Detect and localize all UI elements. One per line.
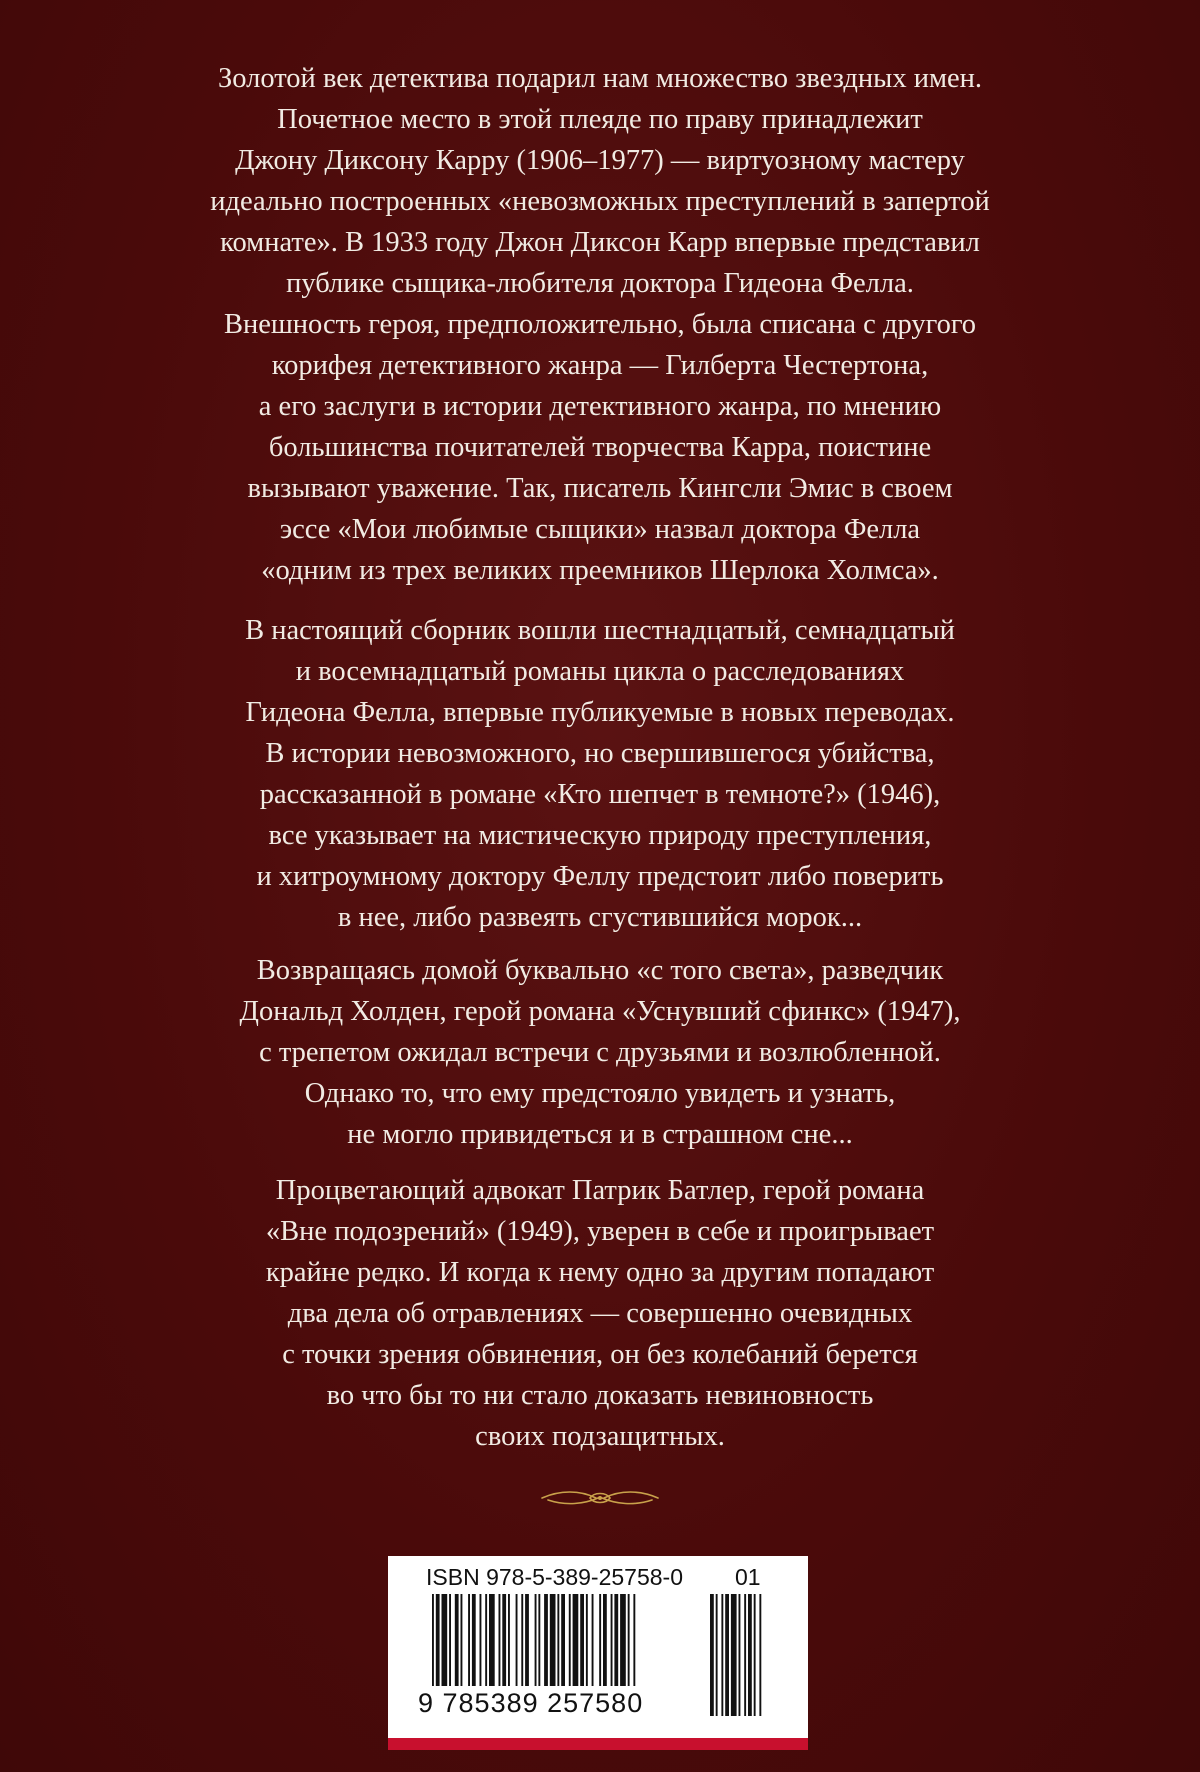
- barcode-bar: [432, 1594, 434, 1686]
- barcode-bar: [499, 1594, 501, 1686]
- barcode-bar: [502, 1594, 506, 1686]
- text-line: Золотой век детектива подарил нам множество звездных имен.: [217, 63, 983, 94]
- barcode-bar: [550, 1594, 556, 1686]
- barcode-bar: [628, 1594, 630, 1686]
- barcode-addon-bar: [739, 1594, 741, 1716]
- text-line: В настоящий сборник вошли шестнадцатый, семнадцатый: [245, 615, 955, 646]
- red-strip: [388, 1738, 808, 1750]
- barcode-bar: [516, 1594, 518, 1686]
- text-line: эссе «Мои любимые сыщики» назвал доктора Фелла: [279, 514, 921, 545]
- flourish-ornament-icon: [540, 1486, 660, 1510]
- barcode-bar: [538, 1594, 540, 1686]
- text-line: и хитроумному доктору Феллу предстоит либо поверить: [256, 861, 944, 892]
- barcode-addon-bar: [725, 1594, 729, 1716]
- text-line: «Вне подозрений» (1949), уверен в себе и проигрывает: [265, 1216, 935, 1247]
- barcode-bar: [472, 1594, 476, 1686]
- text-line: своих подзащитных.: [475, 1421, 725, 1452]
- text-line: крайне редко. И когда к нему одно за другим попадают: [265, 1257, 935, 1288]
- barcode-bar: [569, 1594, 571, 1686]
- barcode-addon-bar: [710, 1594, 714, 1716]
- text-line: публике сыщика-любителя доктора Гидеона Фелла.: [286, 268, 914, 299]
- text-line: во что бы то ни стало доказать невиновность: [326, 1380, 874, 1411]
- text-line: комнате». В 1933 году Джон Диксон Карр впервые представил: [220, 227, 980, 258]
- barcode-addon-bar: [748, 1594, 752, 1716]
- text-line: а его заслуги в истории детективного жанра, по мнению: [258, 391, 942, 422]
- barcode-bar: [468, 1594, 470, 1686]
- text-line: Внешность героя, предположительно, была списана с другого: [223, 309, 977, 340]
- annotation-paragraph-1: [90, 58, 1110, 591]
- isbn-barcode: [388, 1556, 808, 1738]
- annotation-paragraph-3: [90, 950, 1110, 1155]
- text-line: с трепетом ожидал встречи с друзьями и возлюбленной.: [259, 1037, 941, 1068]
- barcode-bar: [580, 1594, 584, 1686]
- text-line: все указывает на мистическую природу преступления,: [268, 820, 932, 851]
- text-line: рассказанной в романе «Кто шепчет в темноте?» (1946),: [259, 779, 941, 810]
- barcode-bar: [557, 1594, 559, 1686]
- text-line: большинства почитателей творчества Карра, поистине: [268, 432, 932, 463]
- barcode-bar: [614, 1594, 618, 1686]
- text-line: В истории невозможного, но свершившегося убийства,: [265, 738, 935, 769]
- barcode-addon-label: 01: [735, 1564, 761, 1590]
- text-line: Почетное место в этой плеяде по праву принадлежит: [277, 104, 923, 135]
- text-line: с точки зрения обвинения, он без колебаний берется: [282, 1339, 918, 1370]
- barcode-bar: [561, 1594, 565, 1686]
- barcode-bar: [449, 1594, 451, 1686]
- text-line: «одним из трех великих преемников Шерлока Холмса».: [261, 555, 939, 586]
- barcode-bar: [633, 1594, 635, 1686]
- barcode-addon-bar: [744, 1594, 746, 1716]
- barcode-bar: [525, 1594, 529, 1686]
- text-line: корифея детективного жанра — Гилберта Честертона,: [271, 350, 929, 381]
- barcode-bar: [485, 1594, 487, 1686]
- barcode-bar: [544, 1594, 548, 1686]
- barcode-bar: [455, 1594, 459, 1686]
- text-line: Джону Диксону Карру (1906–1977) — виртуозному мастеру: [235, 145, 965, 176]
- barcode-bar: [592, 1594, 594, 1686]
- barcode-addon-bar: [716, 1594, 718, 1716]
- barcode-digits: 9 785389 257580: [418, 1688, 644, 1718]
- text-line: и восемнадцатый романы цикла о расследованиях: [295, 656, 905, 687]
- barcode-bar: [521, 1594, 523, 1686]
- barcode-bar: [603, 1594, 607, 1686]
- text-line: в нее, либо развеять сгустившийся морок...: [337, 902, 863, 933]
- text-line: Однако то, что ему предстояло увидеть и узнать,: [304, 1078, 896, 1109]
- barcode-bar: [489, 1594, 495, 1686]
- text-line: вызывают уважение. Так, писатель Кингсли Эмис в своем: [247, 473, 953, 504]
- barcode-bar: [461, 1594, 463, 1686]
- barcode-bar: [480, 1594, 482, 1686]
- barcode-bar: [586, 1594, 588, 1686]
- text-line: идеально построенных «невозможных преступлений в запертой: [210, 186, 990, 217]
- barcode-bar: [535, 1594, 537, 1686]
- text-line: Процветающий адвокат Патрик Батлер, герой романа: [275, 1175, 925, 1206]
- text-line: Гидеона Фелла, впервые публикуемые в новых переводах.: [245, 697, 955, 728]
- barcode-addon-bar: [759, 1594, 761, 1716]
- annotation-paragraph-4: [90, 1170, 1110, 1457]
- barcode-bar: [599, 1594, 601, 1686]
- barcode-bar: [442, 1594, 448, 1686]
- text-line: Дональд Холден, герой романа «Уснувший сфинкс» (1947),: [239, 996, 961, 1027]
- barcode-addon-bar: [731, 1594, 737, 1716]
- barcode-addon-bar: [754, 1594, 756, 1716]
- barcode-addon-bar: [721, 1594, 723, 1716]
- text-line: не могло привидеться и в страшном сне...: [347, 1119, 853, 1150]
- barcode-bar: [620, 1594, 626, 1686]
- annotation-paragraph-2: [90, 610, 1110, 938]
- barcode-bar: [611, 1594, 613, 1686]
- text-line: два дела об отравлениях — совершенно очевидных: [287, 1298, 913, 1329]
- isbn-label: ISBN 978-5-389-25758-0: [426, 1564, 683, 1590]
- barcode-bar: [573, 1594, 579, 1686]
- barcode-bar: [436, 1594, 440, 1686]
- barcode-bar: [508, 1594, 510, 1686]
- text-line: Возвращаясь домой буквально «с того света», разведчик: [256, 955, 944, 986]
